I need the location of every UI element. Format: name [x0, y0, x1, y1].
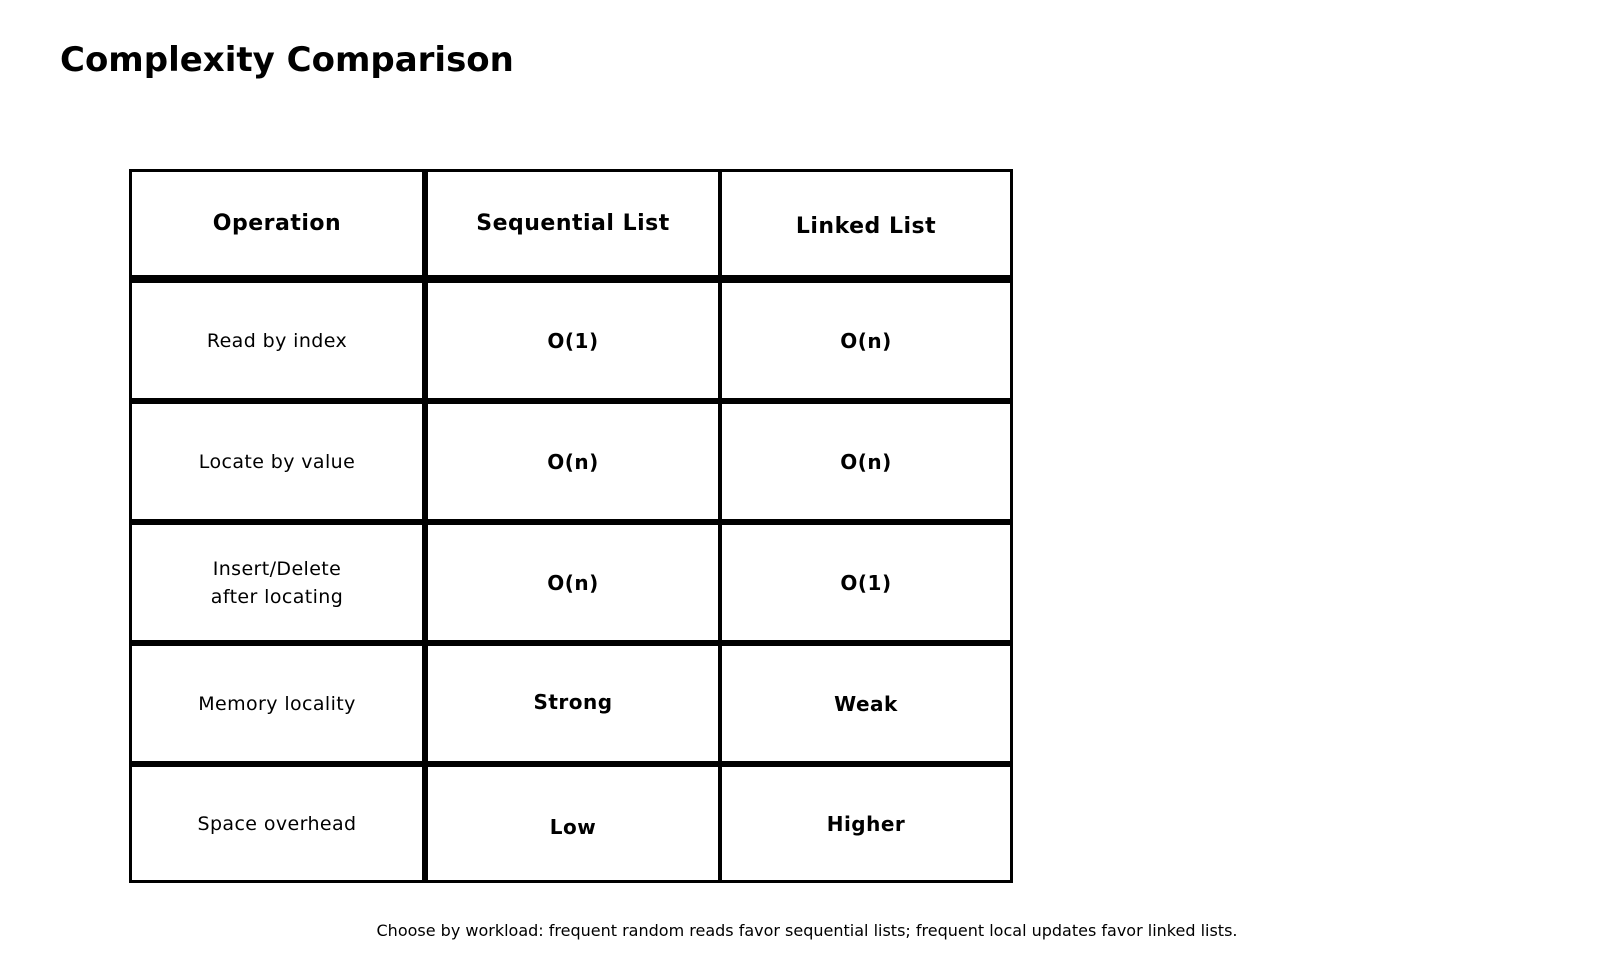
table-row-operation-cell: [129, 399, 425, 522]
table-row-linked-cell: [719, 762, 1013, 883]
table-row-linked-cell: [719, 641, 1013, 764]
operation-label: Read by index: [206, 329, 348, 352]
sequential-value: Strong: [533, 689, 613, 714]
table-row-sequential-cell: [425, 278, 721, 401]
table-row-operation-cell: [129, 641, 425, 764]
table-row-sequential-cell: [425, 641, 721, 764]
footnote: [0, 920, 1600, 942]
operation-label: Insert/Delete after locating: [210, 557, 344, 608]
table-row-sequential-cell: [425, 520, 721, 643]
table-row-sequential-cell: [425, 762, 721, 883]
header-label: Sequential List: [476, 210, 670, 236]
linked-value: O(n): [840, 328, 892, 353]
header-label: Linked List: [795, 213, 937, 239]
operation-label: Space overhead: [197, 812, 357, 835]
header-cell-sequential-list: [425, 169, 721, 280]
header-cell-operation: [129, 169, 425, 280]
footnote-text: Choose by workload: frequent random reads favor sequential lists; frequent local updates favor linked lists.: [376, 921, 1238, 940]
linked-value: Weak: [834, 691, 898, 716]
linked-value: O(n): [840, 449, 892, 474]
table-row-operation-cell: [129, 520, 425, 643]
table-row-linked-cell: [719, 399, 1013, 522]
header-label: Operation: [212, 210, 342, 236]
operation-label: Locate by value: [198, 450, 356, 473]
table-row-operation-cell: [129, 762, 425, 883]
table-row-operation-cell: [129, 278, 425, 401]
sequential-value: O(n): [547, 449, 599, 474]
table-row-linked-cell: [719, 278, 1013, 401]
page-title: Complexity Comparison: [60, 40, 514, 80]
linked-value: Higher: [826, 811, 906, 836]
header-cell-linked-list: [719, 169, 1013, 280]
sequential-value: O(n): [547, 570, 599, 595]
operation-label: Memory locality: [198, 692, 356, 715]
comparison-table: [129, 169, 1011, 889]
linked-value: O(1): [840, 570, 892, 595]
sequential-value: O(1): [547, 328, 599, 353]
table-row-sequential-cell: [425, 399, 721, 522]
sequential-value: Low: [549, 814, 597, 839]
table-row-linked-cell: [719, 520, 1013, 643]
